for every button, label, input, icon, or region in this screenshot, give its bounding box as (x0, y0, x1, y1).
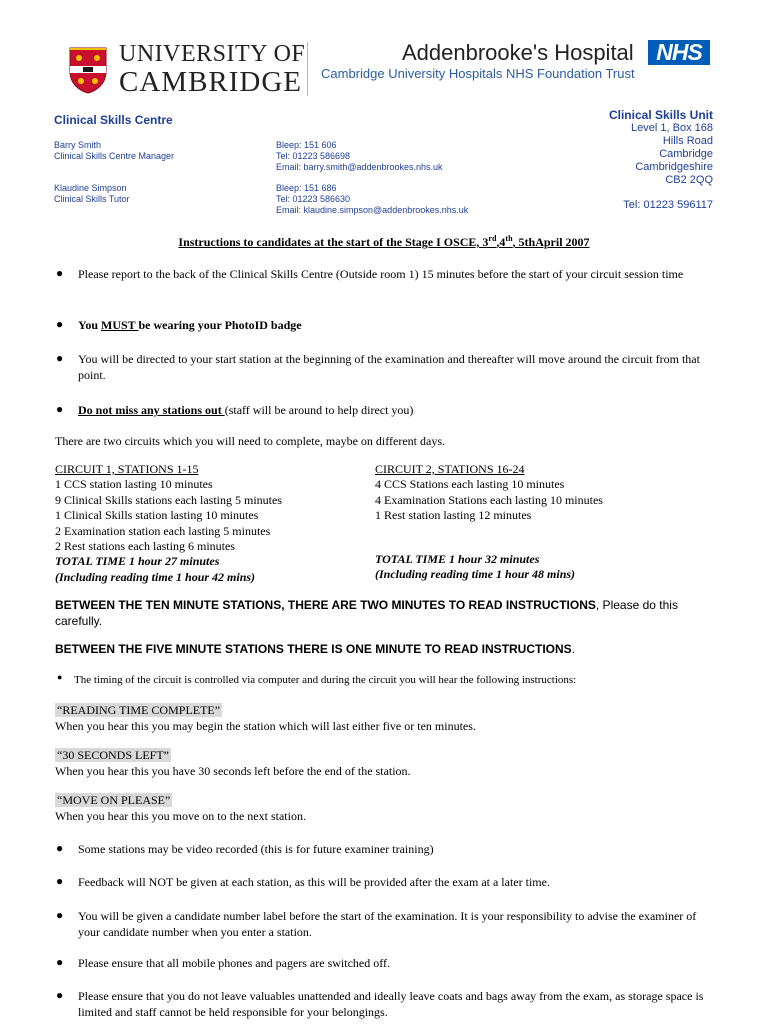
announcement-desc: When you hear this you may begin the station which will last either five or ten minutes. (55, 719, 476, 733)
university-name-line2: CAMBRIDGE (119, 66, 303, 98)
bullet-icon: ● (56, 874, 64, 888)
unit-address (631, 122, 713, 187)
bullet-icon: ● (56, 351, 64, 365)
document-title: Instructions to candidates at the start of the Stage I OSCE, 3rd,4th, 5thApril 2007 (178, 234, 590, 249)
five-minute-note: BETWEEN THE FIVE MINUTE STATIONS THERE IS ONE MINUTE TO READ INSTRUCTIONS. (55, 642, 576, 656)
contact-2-name: Klaudine Simpson (54, 183, 127, 193)
contact-1-role: Clinical Skills Centre Manager (54, 151, 175, 161)
final-bullet: You will be given a candidate number label before the start of the examination. It is your responsibility to advise the examiner of your candidate number when you enter a station. (78, 909, 697, 939)
stations-instruction: Do not miss any stations out (staff will be around to help direct you) (78, 403, 414, 417)
contact-2-details (276, 183, 468, 216)
final-bullet: Please ensure that all mobile phones and pagers are switched off. (78, 956, 391, 970)
final-bullet: Some stations may be video recorded (this is for future examiner training) (78, 842, 434, 856)
circuit-line: 1 Rest station lasting 12 minutes (375, 508, 532, 523)
circuit-line: 4 CCS Stations each lasting 10 minutes (375, 477, 565, 492)
directed-instruction: You will be directed to your start station at the beginning of the examination and thereafter will move around the circuit from that point. (78, 352, 700, 382)
header-divider (307, 42, 308, 96)
circuit-line: 1 CCS station lasting 10 minutes (55, 477, 213, 492)
circuit-1-total: TOTAL TIME 1 hour 27 minutes (55, 554, 220, 569)
bullet-icon: ● (56, 955, 64, 969)
circuit-2-total: TOTAL TIME 1 hour 32 minutes (375, 552, 540, 566)
circuit-line: 2 Rest stations each lasting 6 minutes (55, 539, 235, 554)
circuit-2-heading: CIRCUIT 2, STATIONS 16-24 (375, 462, 525, 476)
cambridge-crest-icon (68, 46, 108, 94)
address-line: CB2 2QQ (665, 174, 713, 186)
contact-2-block (54, 183, 130, 205)
final-bullet: Please ensure that you do not leave valuables unattended and ideally leave coats and bags away from the exam, as storage space is limited and staff cannot be held responsible for your belongings. (78, 989, 704, 1019)
announcement (55, 792, 306, 824)
announcement (55, 702, 476, 734)
contact-1-bleep: Bleep: 151 606 (276, 140, 337, 150)
contact-1-email[interactable]: Email: barry.smith@addenbrookes.nhs.uk (276, 162, 443, 172)
announcement-desc: When you hear this you have 30 seconds left before the end of the station. (55, 764, 411, 778)
bullet-icon: ● (56, 266, 64, 280)
circuit-1 (55, 462, 282, 585)
bullet-icon: ● (56, 402, 64, 416)
photo-id-instruction: You MUST be wearing your PhotoID badge (78, 318, 302, 332)
announcement-desc: When you hear this you move on to the next station. (55, 809, 306, 823)
clinical-skills-centre-heading: Clinical Skills Centre (54, 113, 173, 127)
address-line: Level 1, Box 168 (631, 122, 713, 134)
contact-1-name: Barry Smith (54, 140, 102, 150)
address-line: Cambridgeshire (635, 161, 713, 173)
announcement-call: “READING TIME COMPLETE” (57, 703, 221, 717)
contact-1-details (276, 140, 443, 173)
address-line: Hills Road (662, 135, 713, 147)
circuit-line: 4 Examination Stations each lasting 10 minutes (375, 492, 603, 507)
bullet-icon: ● (56, 908, 64, 922)
address-line: Cambridge (659, 148, 713, 160)
trust-name: Cambridge University Hospitals NHS Foundation Trust (321, 66, 635, 81)
circuit-1-including: (Including reading time 1 hour 42 mins) (55, 569, 256, 584)
circuit-line: 9 Clinical Skills stations each lasting 5 minutes (55, 492, 282, 507)
circuit-1-heading: CIRCUIT 1, STATIONS 1-15 (55, 462, 199, 476)
unit-telephone: Tel: 01223 596117 (623, 199, 713, 211)
bullet-icon: ● (56, 988, 64, 1002)
report-instruction: Please report to the back of the Clinical Skills Centre (Outside room 1) 15 minutes before the start of your circuit session time (78, 267, 684, 281)
circuit-2 (375, 462, 603, 524)
contact-2-tel: Tel: 01223 586630 (276, 194, 351, 204)
hospital-name: Addenbrooke's Hospital (402, 40, 634, 65)
circuits-intro: There are two circuits which you will need to complete, maybe on different days. (55, 434, 445, 448)
contact-2-email[interactable]: Email: klaudine.simpson@addenbrookes.nhs.uk (276, 205, 469, 215)
circuit-line: 1 Clinical Skills station lasting 10 minutes (55, 508, 259, 523)
bullet-icon: ● (56, 317, 64, 331)
final-bullet: Feedback will NOT be given at each station, as this will be provided after the exam at a later time. (78, 875, 550, 889)
clinical-skills-unit-heading: Clinical Skills Unit (608, 108, 713, 122)
bullet-icon: ● (57, 672, 63, 682)
circuit-line: 2 Examination station each lasting 5 minutes (55, 523, 271, 538)
bullet-icon: ● (56, 841, 64, 855)
nhs-logo: NHS (648, 40, 710, 65)
announcement-call: “MOVE ON PLEASE” (57, 793, 171, 807)
contact-1-tel: Tel: 01223 586698 (276, 151, 351, 161)
contact-2-role: Clinical Skills Tutor (54, 194, 130, 204)
ten-minute-note: BETWEEN THE TEN MINUTE STATIONS, THERE ARE TWO MINUTES TO READ INSTRUCTIONS, Please do this carefully. (55, 598, 678, 628)
contact-2-bleep: Bleep: 151 686 (276, 183, 337, 193)
announcement (55, 747, 411, 779)
timing-note: The timing of the circuit is controlled via computer and during the circuit you will hear the following instructions: (74, 674, 577, 686)
circuit-2-including: (Including reading time 1 hour 48 mins) (375, 567, 576, 581)
announcement-call: “30 SECONDS LEFT” (57, 748, 169, 762)
contact-1-block (54, 140, 174, 162)
university-name-line1: UNIVERSITY OF (119, 41, 306, 67)
